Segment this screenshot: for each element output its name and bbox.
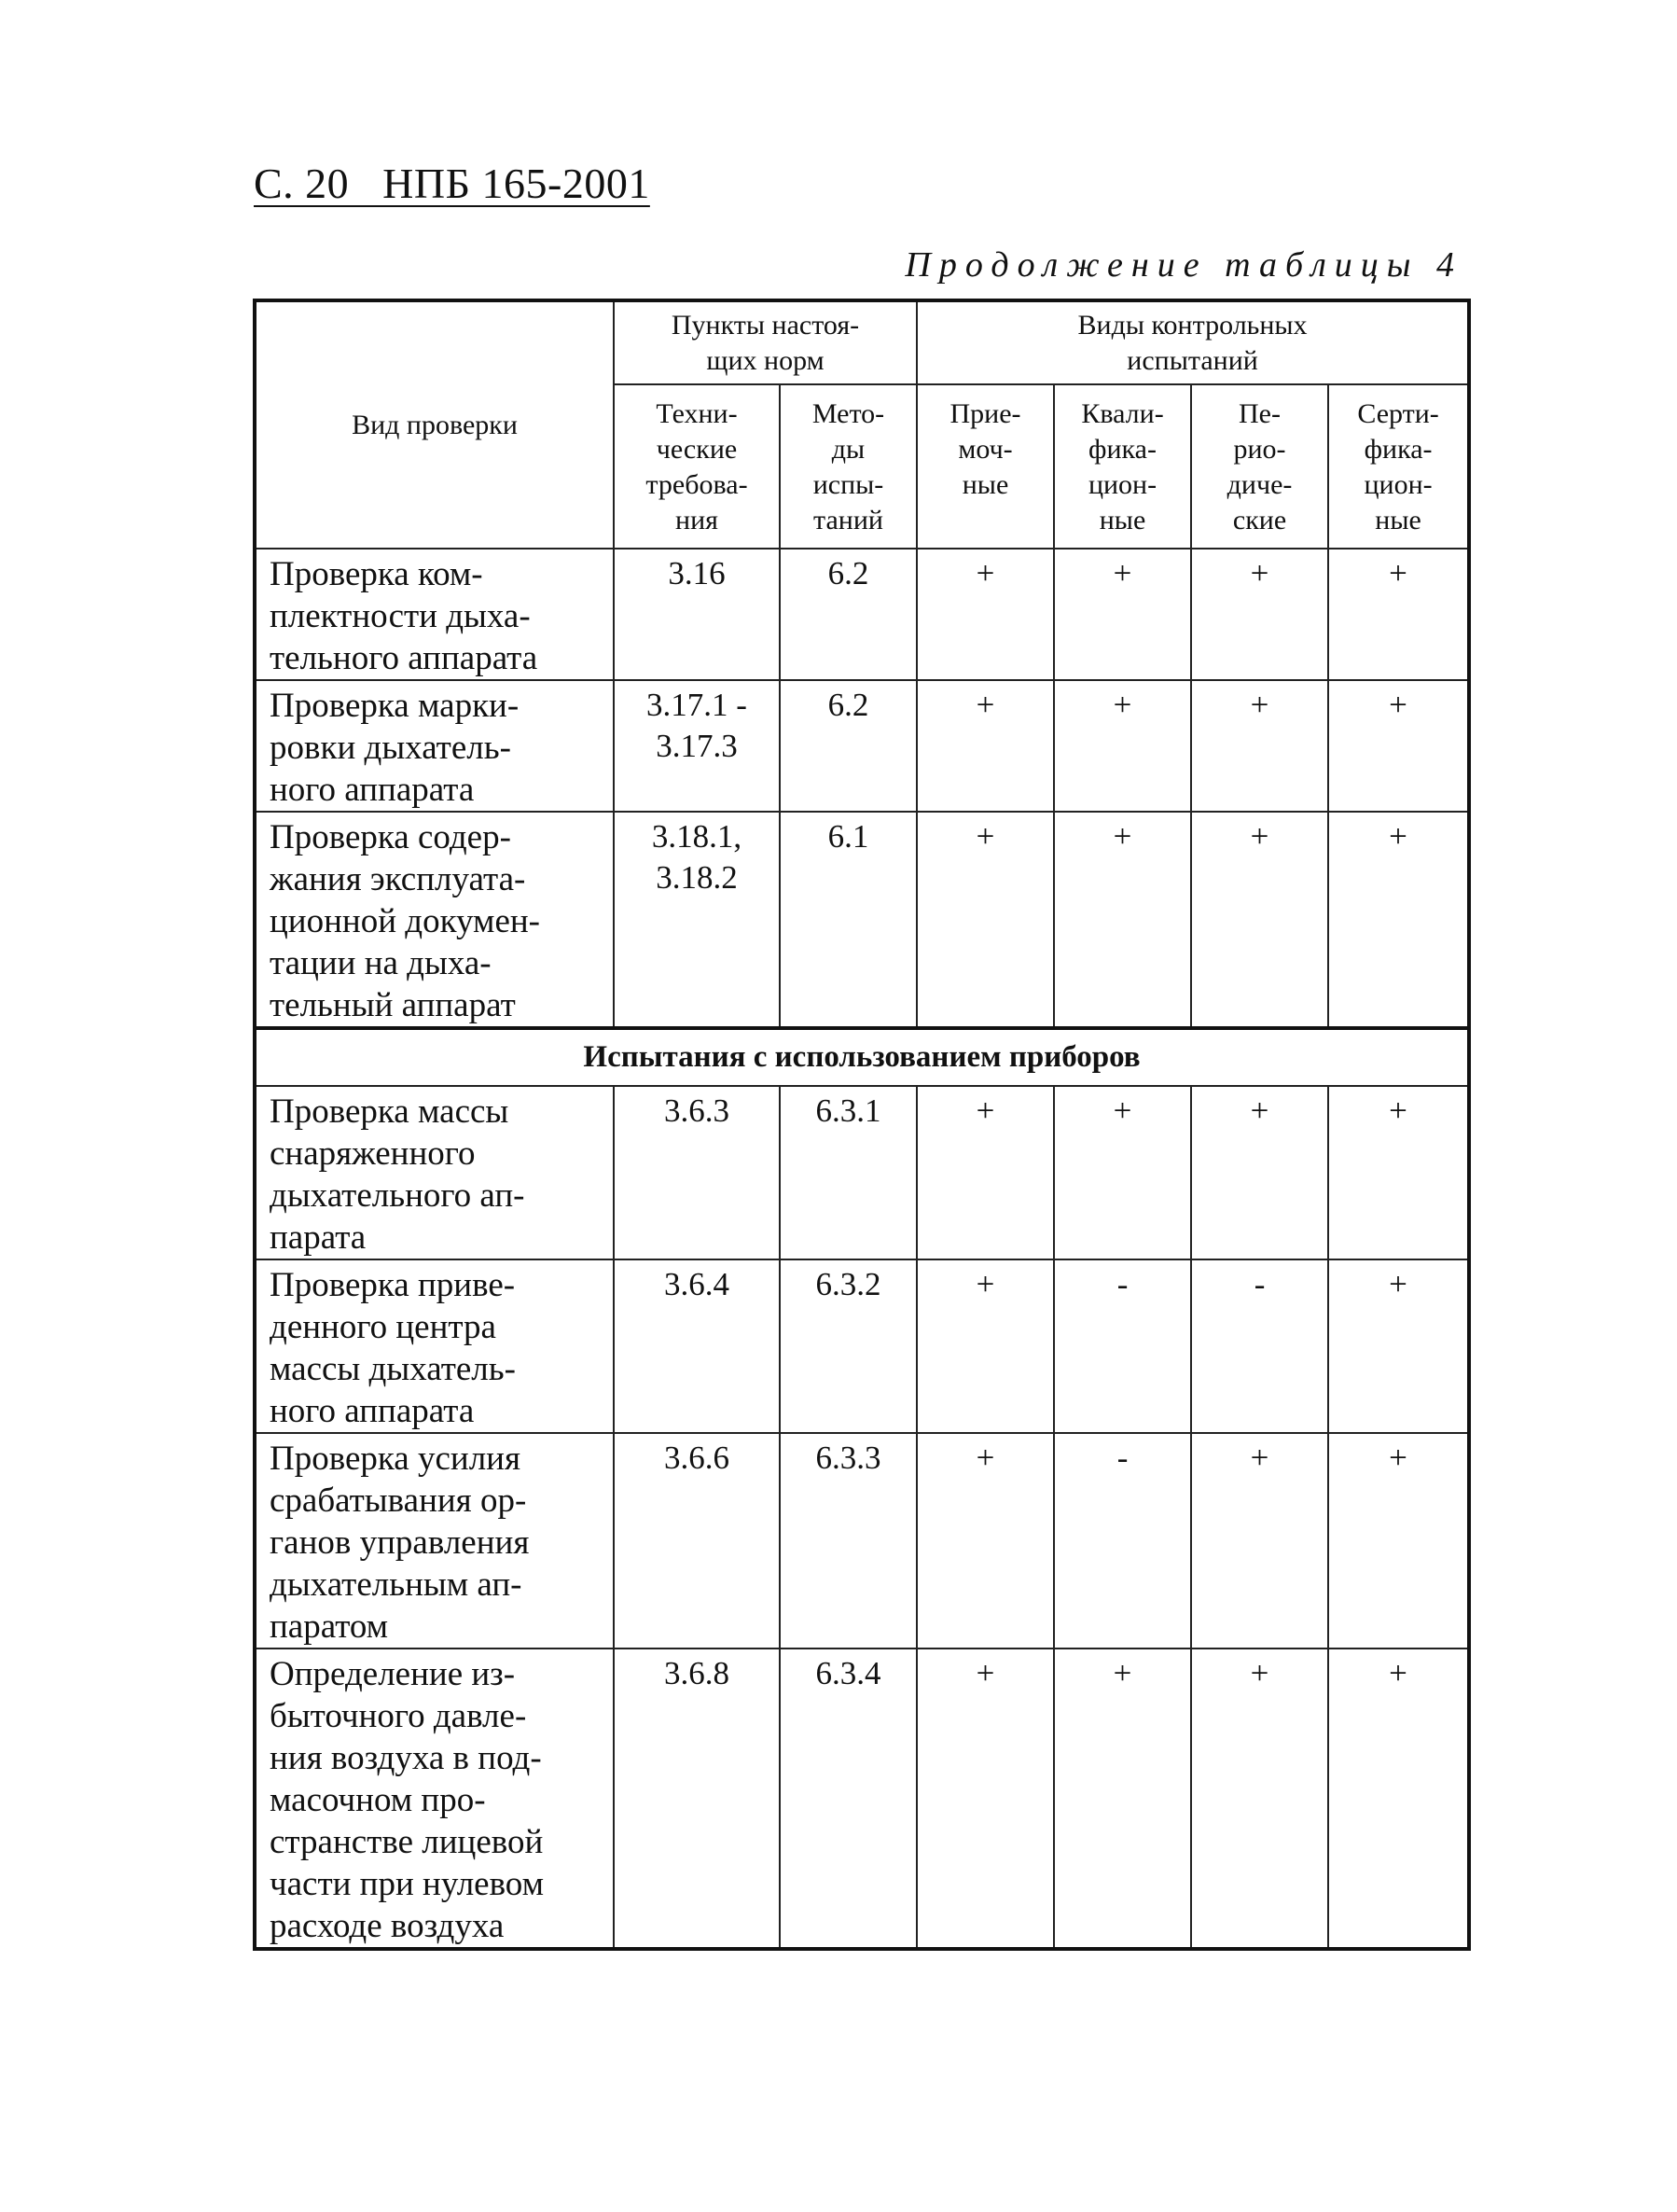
check-name: Проверка усилия срабатывания ор- ганов управления дыхательным ап- паратом	[255, 1433, 614, 1649]
check-name: Проверка массы снаряженного дыхательного ап- парата	[255, 1086, 614, 1259]
qualification-mark: -	[1054, 1259, 1191, 1433]
tech-req-ref: 3.6.6	[614, 1433, 780, 1649]
certification-mark: +	[1328, 812, 1469, 1028]
periodic-mark: -	[1191, 1259, 1328, 1433]
certification-mark: +	[1328, 549, 1469, 680]
table-row	[255, 1433, 1469, 1649]
periodic-mark: +	[1191, 549, 1328, 680]
group-header-test-types: Виды контрольных испытаний	[917, 300, 1469, 384]
qualification-mark: +	[1054, 1649, 1191, 1949]
table-row	[255, 680, 1469, 812]
periodic-mark: +	[1191, 680, 1328, 812]
qualification-mark: -	[1054, 1433, 1191, 1649]
table-row	[255, 1086, 1469, 1259]
method-ref: 6.2	[780, 549, 917, 680]
method-ref: 6.3.2	[780, 1259, 917, 1433]
method-ref: 6.3.3	[780, 1433, 917, 1649]
section-title-instruments: Испытания с использованием приборов	[255, 1028, 1469, 1086]
test-table	[253, 299, 1471, 1951]
check-name: Проверка ком- плектности дыха- тельного аппарата	[255, 549, 614, 680]
method-ref: 6.1	[780, 812, 917, 1028]
col-header-periodic: Пе- рио- диче- ские	[1191, 384, 1328, 549]
qualification-mark: +	[1054, 680, 1191, 812]
qualification-mark: +	[1054, 812, 1191, 1028]
tech-req-ref: 3.17.1 - 3.17.3	[614, 680, 780, 812]
col-header-check-type: Вид проверки	[255, 300, 614, 549]
periodic-mark: +	[1191, 1649, 1328, 1949]
certification-mark: +	[1328, 1086, 1469, 1259]
check-name: Проверка приве- денного центра массы дыхатель- ного аппарата	[255, 1259, 614, 1433]
method-ref: 6.3.1	[780, 1086, 917, 1259]
certification-mark: +	[1328, 680, 1469, 812]
certification-mark: +	[1328, 1649, 1469, 1949]
acceptance-mark: +	[917, 1433, 1054, 1649]
table-row	[255, 1259, 1469, 1433]
method-ref: 6.2	[780, 680, 917, 812]
tech-req-ref: 3.6.8	[614, 1649, 780, 1949]
method-ref: 6.3.4	[780, 1649, 917, 1949]
check-name: Проверка марки- ровки дыхатель- ного аппарата	[255, 680, 614, 812]
acceptance-mark: +	[917, 812, 1054, 1028]
acceptance-mark: +	[917, 1259, 1054, 1433]
qualification-mark: +	[1054, 549, 1191, 680]
page-header: С. 20 НПБ 165-2001	[254, 160, 650, 207]
table-row	[255, 812, 1469, 1028]
certification-mark: +	[1328, 1259, 1469, 1433]
group-header-clauses: Пункты настоя- щих норм	[614, 300, 917, 384]
table-row	[255, 1649, 1469, 1949]
periodic-mark: +	[1191, 1433, 1328, 1649]
col-header-qualification: Квали- фика- цион- ные	[1054, 384, 1191, 549]
table-continuation-label: Продолжение таблицы 4	[905, 245, 1462, 285]
tech-req-ref: 3.16	[614, 549, 780, 680]
acceptance-mark: +	[917, 549, 1054, 680]
section-row	[255, 1028, 1469, 1086]
col-header-methods: Мето- ды испы- таний	[780, 384, 917, 549]
col-header-acceptance: Прие- моч- ные	[917, 384, 1054, 549]
acceptance-mark: +	[917, 1086, 1054, 1259]
acceptance-mark: +	[917, 680, 1054, 812]
tech-req-ref: 3.18.1, 3.18.2	[614, 812, 780, 1028]
qualification-mark: +	[1054, 1086, 1191, 1259]
table-row	[255, 549, 1469, 680]
tech-req-ref: 3.6.4	[614, 1259, 780, 1433]
check-name: Проверка содер- жания эксплуата- ционной докумен- тации на дыха- тельный аппарат	[255, 812, 614, 1028]
col-header-certification: Серти- фика- цион- ные	[1328, 384, 1469, 549]
acceptance-mark: +	[917, 1649, 1054, 1949]
col-header-tech-req: Техни- ческие требова- ния	[614, 384, 780, 549]
check-name: Определение из- быточного давле- ния воздуха в под- масочном про- странстве лицевой части при нулевом расходе воздуха	[255, 1649, 614, 1949]
tech-req-ref: 3.6.3	[614, 1086, 780, 1259]
periodic-mark: +	[1191, 812, 1328, 1028]
certification-mark: +	[1328, 1433, 1469, 1649]
periodic-mark: +	[1191, 1086, 1328, 1259]
